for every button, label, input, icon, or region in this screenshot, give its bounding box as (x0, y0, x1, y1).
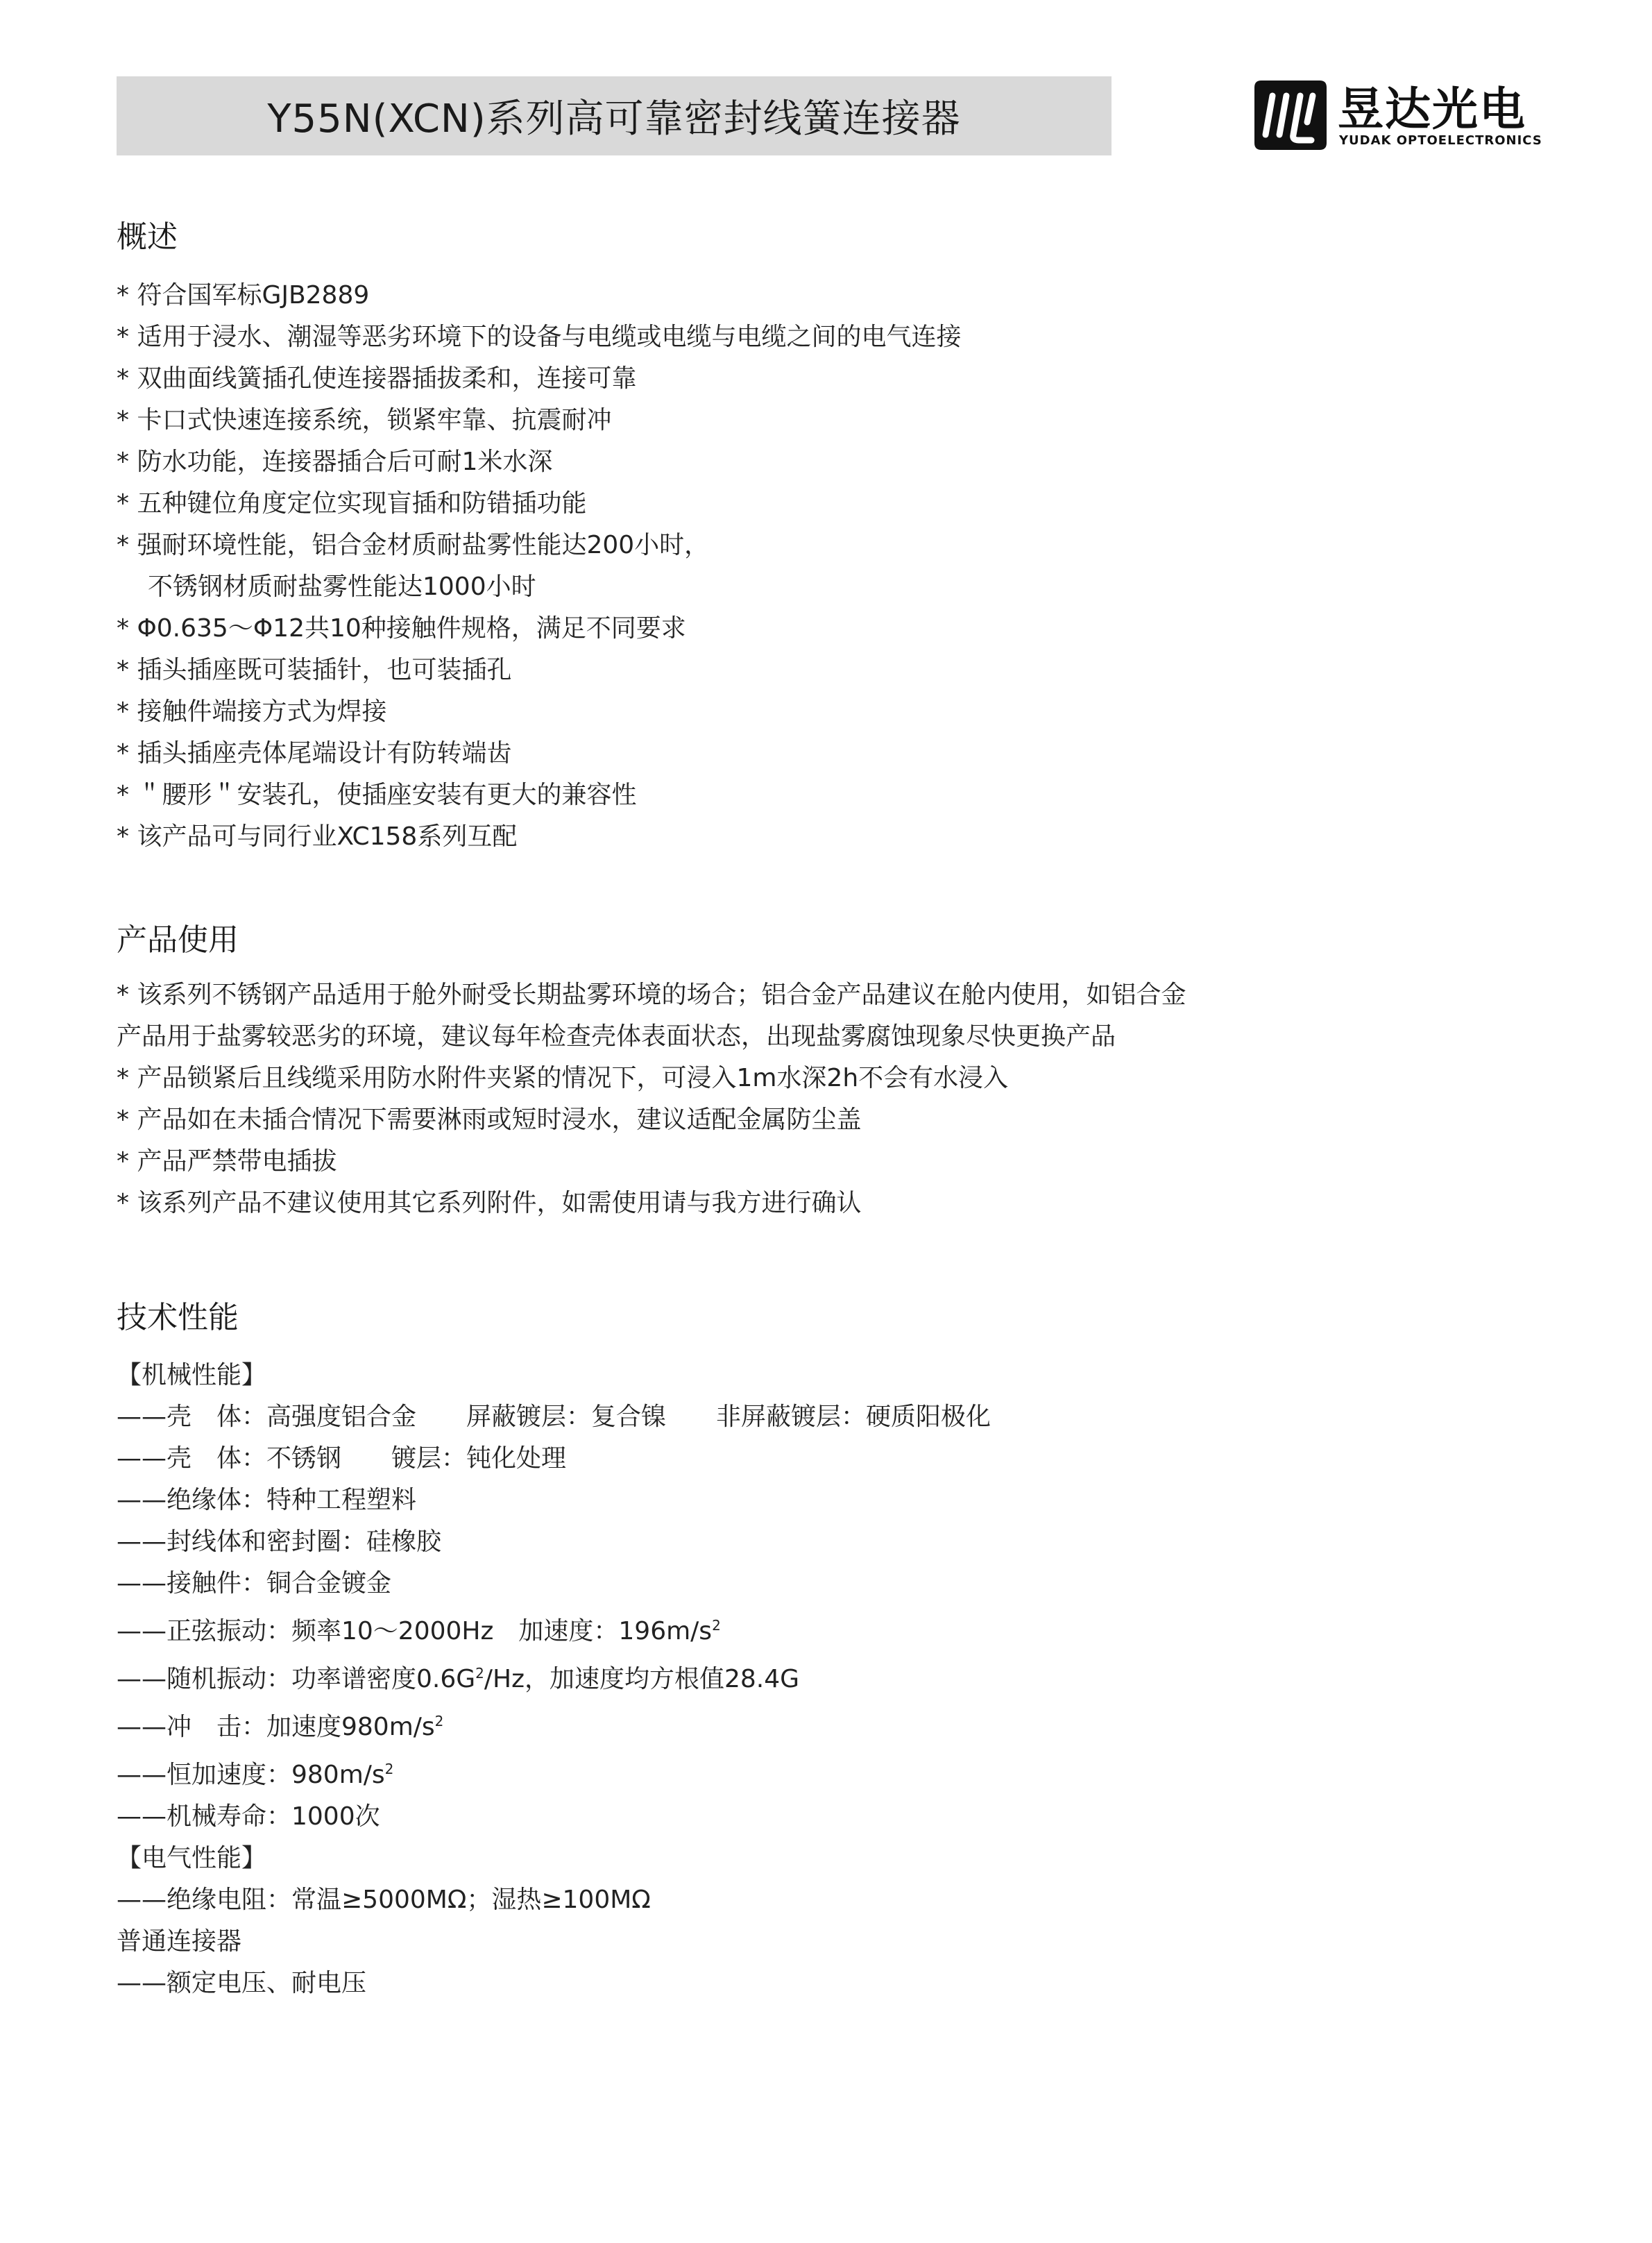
usage-heading: 产品使用 (117, 922, 239, 958)
list-item: ——绝缘体：特种工程塑料 (117, 1486, 417, 1514)
list-item: * 产品锁紧后且线缆采用防水附件夹紧的情况下，可浸入1m水深2h不会有水浸入 (117, 1064, 1009, 1092)
list-item: ——接触件：铜合金镀金 (117, 1569, 392, 1598)
list-item: * 五种键位角度定位实现盲插和防错插功能 (117, 489, 587, 518)
logo-name: 昱达光电 (1338, 83, 1526, 136)
yudak-logo-icon (1249, 74, 1332, 157)
shock: ——冲 击：加速度$980m/s^2$ (117, 1713, 444, 1741)
list-item: * 双曲面线簧插孔使连接器插拔柔和，连接可靠 (117, 364, 637, 393)
mechanical-label: 【机械性能】 (117, 1361, 267, 1389)
constant-acceleration: ——恒加速度：$980m/s^2$ (117, 1761, 394, 1789)
random-vibration: ——随机振动：功率谱密度$0.6G^2/Hz$，加速度均方根值28.4G (117, 1665, 800, 1693)
list-item: * 该产品可与同行业XC158系列互配 (117, 822, 518, 851)
overview-list (117, 275, 961, 858)
mechanical-life: ——机械寿命：1000次 (117, 1802, 380, 1831)
list-item: * 接触件端接方式为焊接 (117, 697, 387, 726)
list-item: ——额定电压、耐电压 (117, 1969, 367, 1997)
list-item: * 适用于浸水、潮湿等恶劣环境下的设备与电缆或电缆与电缆之间的电气连接 (117, 323, 962, 351)
logo-subtitle: YUDAK OPTOELECTRONICS (1339, 133, 1542, 148)
list-item: * Φ0.635～Φ12共10种接触件规格，满足不同要求 (117, 614, 686, 643)
list-item: * ＂腰形＂安装孔，使插座安装有更大的兼容性 (117, 781, 637, 809)
list-item: 不锈钢材质耐盐雾性能达1000小时 (148, 573, 536, 601)
title-bar (117, 76, 1112, 155)
list-item: 普通连接器 (117, 1927, 242, 1956)
list-item: * 该系列产品不建议使用其它系列附件，如需使用请与我方进行确认 (117, 1189, 862, 1217)
list-item: 产品用于盐雾较恶劣的环境，建议每年检查壳体表面状态，出现盐雾腐蚀现象尽快更换产品 (117, 1022, 1116, 1051)
list-item: * 插头插座既可装插针，也可装插孔 (117, 656, 512, 684)
sine-vibration: ——正弦振动：频率10～2000Hz 加速度：$196m/s^2$ (117, 1617, 721, 1645)
company-logo (1249, 69, 1540, 167)
overview-heading: 概述 (117, 219, 178, 255)
list-item: * 卡口式快速连接系统，锁紧牢靠、抗震耐冲 (117, 406, 612, 434)
list-item: * 产品严禁带电插拔 (117, 1147, 337, 1176)
list-item: * 符合国军标GJB2889 (117, 281, 370, 310)
tech-list (117, 1355, 991, 2004)
list-item: * 防水功能，连接器插合后可耐1米水深 (117, 448, 553, 476)
list-item: * 该系列不锈钢产品适用于舱外耐受长期盐雾环境的场合；铝合金产品建议在舱内使用，如铝合金 (117, 981, 1186, 1009)
list-item: ——绝缘电阻：常温≥5000MΩ；湿热≥100MΩ (117, 1886, 651, 1914)
list-item: * 强耐环境性能，铝合金材质耐盐雾性能达200小时， (117, 531, 710, 559)
electrical-label: 【电气性能】 (117, 1844, 267, 1872)
usage-list (117, 974, 1186, 1224)
tech-heading: 技术性能 (117, 1300, 239, 1335)
list-item: ——壳 体：不锈钢 镀层：钝化处理 (117, 1444, 567, 1473)
page-title: Y55N(XCN)系列高可靠密封线簧连接器 (267, 96, 961, 142)
list-item: * 产品如在未插合情况下需要淋雨或短时浸水，建议适配金属防尘盖 (117, 1106, 862, 1134)
list-item: * 插头插座壳体尾端设计有防转端齿 (117, 739, 512, 768)
list-item: ——壳 体：高强度铝合金 屏蔽镀层：复合镍 非屏蔽镀层：硬质阳极化 (117, 1403, 991, 1431)
list-item: ——封线体和密封圈：硅橡胶 (117, 1527, 442, 1556)
